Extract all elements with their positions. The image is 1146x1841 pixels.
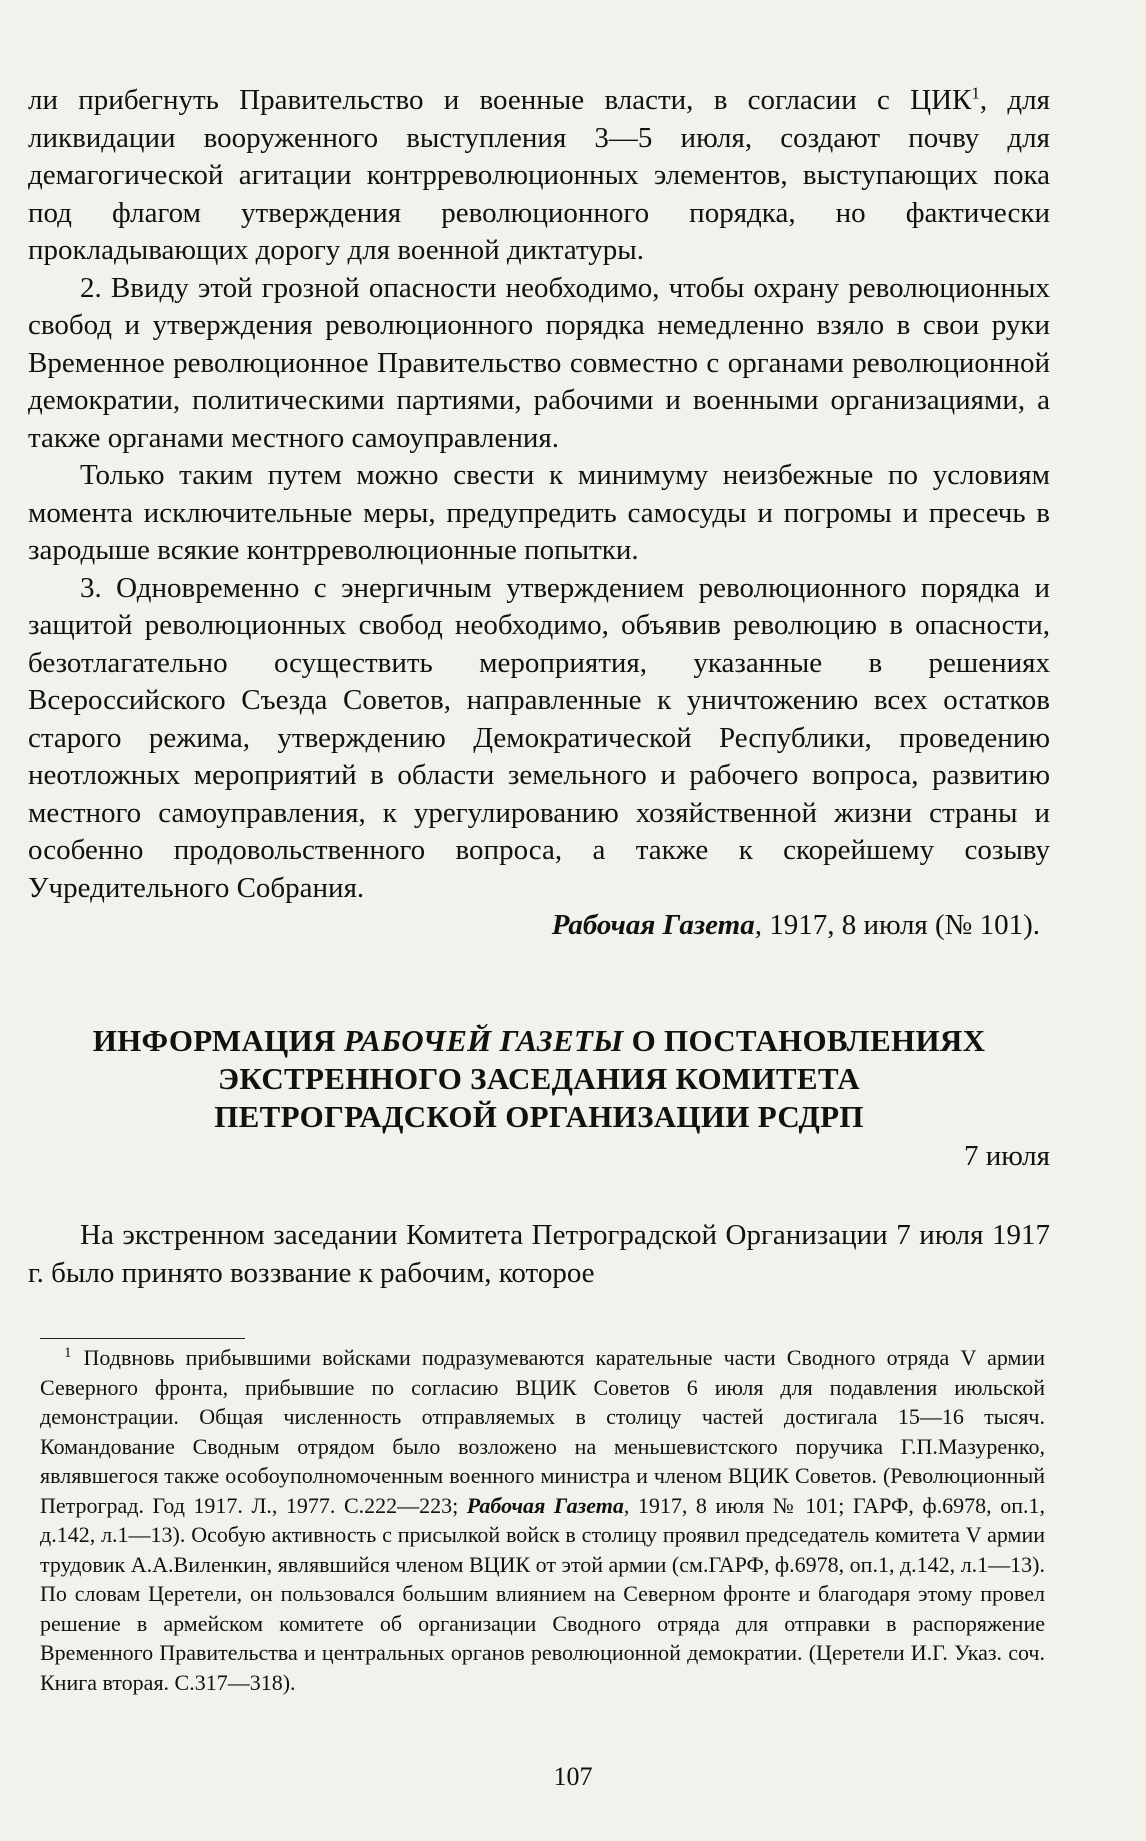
paragraph-1-text-a: ли прибегнуть Правительство и военные власти, в согласии с ЦИК [28, 84, 972, 116]
paragraph-1-text-b: , для ликвидации вооруженного выступления 3—5 июля, создают почву для демагогической агитации контрреволюционных элементов, выступающих пока под флагом утверждения революционного порядка, но фактически прокладывающих дорогу для военной диктатуры. [28, 84, 1050, 266]
title-part-2: О ПОСТАНОВЛЕНИЯХ [623, 1023, 986, 1058]
paragraph-5: На экстренном заседании Комитета Петроградской Организации 7 июля 1917 г. было принято воззвание к рабочим, которое [28, 1219, 1050, 1289]
title-part-1: ИНФОРМАЦИЯ [92, 1023, 344, 1058]
date: 7 июля [963, 1140, 1050, 1172]
title-line-2: ЭКСТРЕННОГО ЗАСЕДАНИЯ КОМИТЕТА [218, 1061, 860, 1096]
page-number: 107 [553, 1762, 593, 1791]
title-line-1 [28, 1022, 1050, 1060]
section-title [28, 1022, 1050, 1136]
title-italic-part: РАБОЧЕЙ ГАЗЕТЫ [343, 1023, 624, 1058]
title-line-3: ПЕТРОГРАДСКОЙ ОРГАНИЗАЦИИ РСДРП [214, 1099, 864, 1134]
source-details: , 1917, 8 июля (№ 101). [754, 909, 1040, 941]
paragraph-3: Только таким путем можно свести к минимуму неизбежные по условиям момента исключительные меры, предупредить самосуды и погромы и пресечь в зародыше всякие контрреволюционные попытки. [28, 459, 1050, 566]
footnote [40, 1343, 1045, 1697]
paragraph-2: 2. Ввиду этой грозной опасности необходимо, чтобы охрану революционных свобод и утверждения революционного порядка немедленно взяло в свои руки Временное революционное Правительство совместно с органами революционной демократии, политическими партиями, рабочими и военными организациями, а также органами местного самоуправления. [28, 271, 1050, 454]
footnote-divider [40, 1338, 245, 1339]
footnote-text-a: Подвновь прибывшими войсками подразумеваются карательные части Сводного отряда V армии Северного фронта, прибывшие по согласию ВЦИК Советов 6 июля для подавления июльской демонстрации. Общая численность отправляемых в столицу частей достигала 15—16 тысяч. Командование Сводным отрядом было возложено на меньшевистского поручика Г.П.Мазуренко, являвшегося также особоуполномоченным военного министра и членом ВЦИК Советов. (Революционный Петроград. Год 1917. Л., 1977. С.222—223; [40, 1345, 1045, 1518]
footnote-mark: 1 [64, 1344, 72, 1361]
paragraph-1 [28, 82, 1050, 270]
source-title: Рабочая Газета [551, 909, 755, 941]
main-text [28, 82, 1050, 945]
source-citation [28, 907, 1050, 945]
footnote-italic-title: Рабочая Газета [466, 1492, 624, 1518]
paragraph-4: 3. Одновременно с энергичным утверждением революционного порядка и защитой революционных свобод необходимо, объявив революцию в опасности, безотлагательно осуществить мероприятия, указанные в решениях Всероссийского Съезда Советов, направленные к уничтожению всех остатков старого режима, утверждению Демократической Республики, проведению неотложных мероприятий в области земельного и рабочего вопроса, развитию местного самоуправления, к урегулированию хозяйственной жизни страны и особенно продовольственного вопроса, а также к скорейшему созыву Учредительного Собрания. [28, 571, 1050, 904]
footnote-reference[interactable]: 1 [971, 83, 980, 103]
footnote-text-b: , 1917, 8 июля № 101; ГАРФ, ф.6978, оп.1, д.142, л.1—13). Особую активность с присылкой войск в столицу проявил председатель комитета V армии трудовик А.А.Виленкин, являвшийся членом ВЦИК от этой армии (см.ГАРФ, ф.6978, оп.1, д.142, л.1—13). По словам Церетели, он пользовался большим влиянием на Северном фронте и благодаря этому провел решение в армейском комитете об организации Сводного отряда для отправки в распоряжение Временного Правительства и центральных органов революционной демократии. (Церетели И.Г. Указ. соч. Книга вторая. С.317—318). [40, 1492, 1045, 1695]
